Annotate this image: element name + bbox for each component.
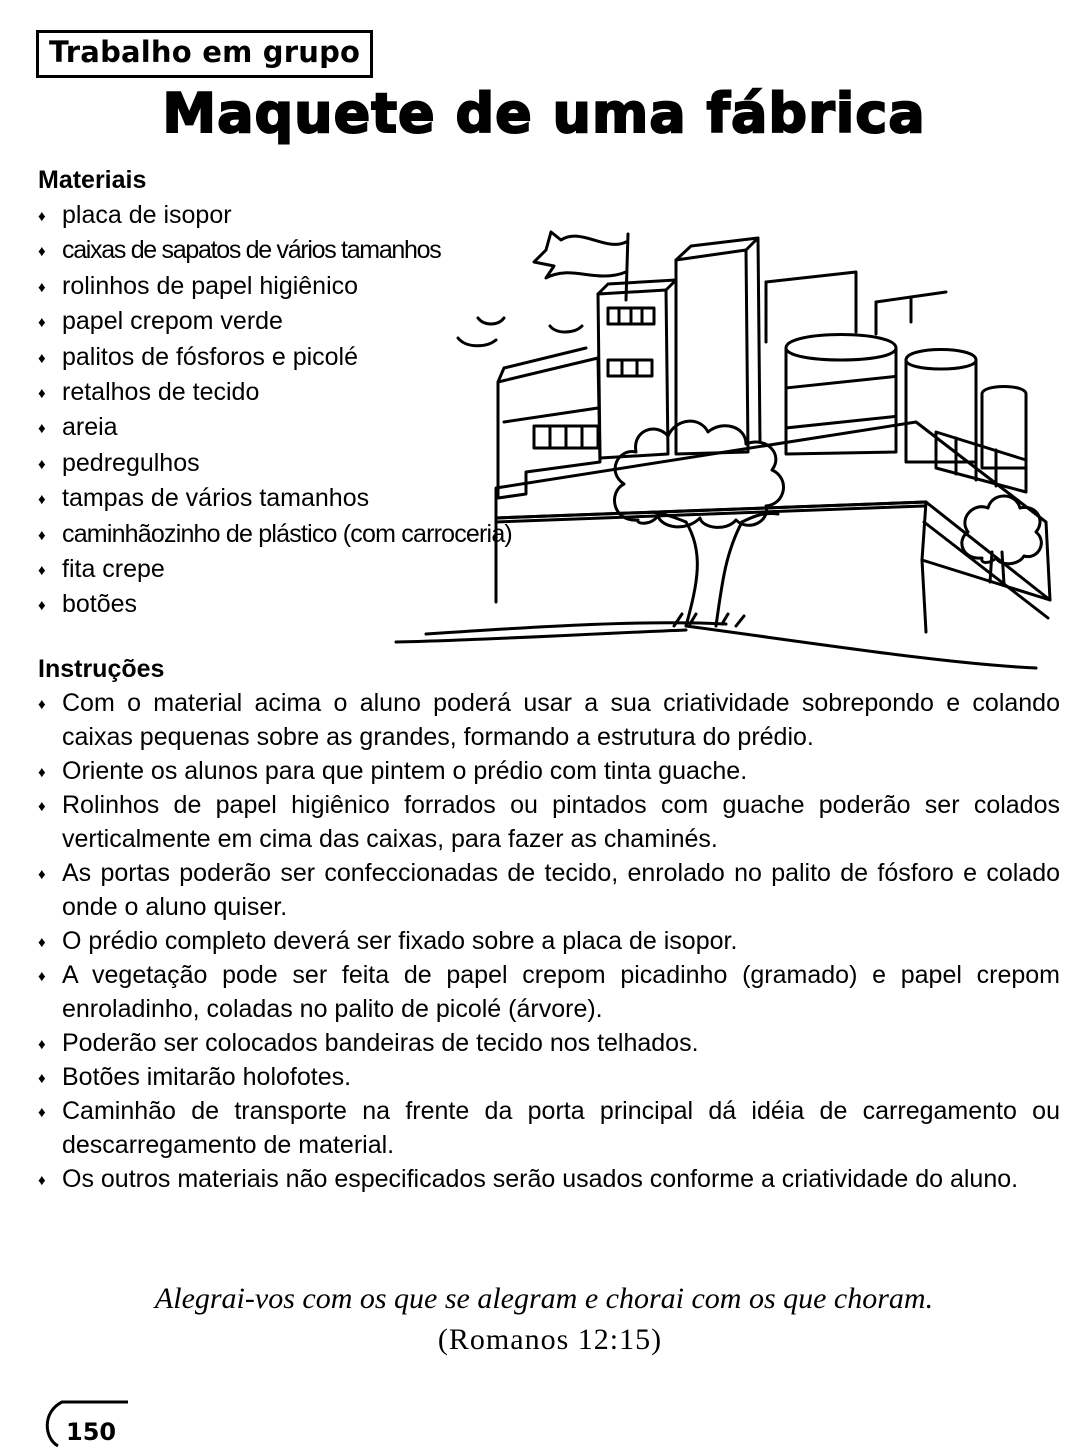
diamond-bullet-icon: ♦ (38, 696, 46, 713)
list-item: ♦ retalhos de tecido (38, 375, 512, 410)
diamond-bullet-icon: ♦ (38, 798, 46, 815)
diamond-bullet-icon: ♦ (38, 934, 46, 951)
diamond-bullet-icon: ♦ (38, 243, 46, 261)
list-item: ♦ A vegetação pode ser feita de papel crepom picadinho (gramado) e papel crepom enroladinho, coladas no palito de picolé (árvore). (38, 958, 1060, 1026)
list-item: ♦ Com o material acima o aluno poderá usar a sua criatividade sobrepondo e colando caixas pequenas sobre as grandes, formando a estrutura do prédio. (38, 686, 1060, 754)
page-title: Maquete de uma fábrica (162, 82, 926, 145)
diamond-bullet-icon: ♦ (38, 968, 46, 985)
list-item: ♦ placa de isopor (38, 198, 512, 233)
list-item: ♦ Caminhão de transporte na frente da porta principal dá idéia de carregamento ou descarregamento de material. (38, 1094, 1060, 1162)
diamond-bullet-icon: ♦ (38, 1070, 46, 1087)
diamond-bullet-icon: ♦ (38, 1036, 46, 1053)
diamond-bullet-icon: ♦ (38, 526, 46, 544)
diamond-bullet-icon: ♦ (38, 597, 46, 615)
list-item: ♦ palitos de fósforos e picolé (38, 340, 512, 375)
diamond-bullet-icon: ♦ (38, 1104, 46, 1121)
page-number-badge (38, 1398, 128, 1448)
diamond-bullet-icon: ♦ (38, 1172, 46, 1189)
instructions-list (38, 686, 1060, 1196)
list-item: ♦ Botões imitarão holofotes. (38, 1060, 1060, 1094)
diamond-bullet-icon: ♦ (38, 314, 46, 332)
bible-verse: Alegrai-vos com os que se alegram e chorai com os que choram. (154, 1282, 934, 1315)
diamond-bullet-icon: ♦ (38, 491, 46, 509)
list-item: ♦ O prédio completo deverá ser fixado sobre a placa de isopor. (38, 924, 1060, 958)
instructions-heading: Instruções (38, 655, 165, 683)
list-item: ♦ Oriente os alunos para que pintem o prédio com tinta guache. (38, 754, 1060, 788)
list-item: ♦ tampas de vários tamanhos (38, 481, 512, 516)
list-item: ♦ rolinhos de papel higiênico (38, 269, 512, 304)
list-item: ♦ Os outros materiais não especificados serão usados conforme a criatividade do aluno. (38, 1162, 1060, 1196)
list-item: ♦ As portas poderão ser confeccionadas de tecido, enrolado no palito de fósforo e colado onde o aluno quiser. (38, 856, 1060, 924)
diamond-bullet-icon: ♦ (38, 278, 46, 296)
list-item: ♦ pedregulhos (38, 446, 512, 481)
list-item: ♦ caixas de sapatos de vários tamanhos (38, 233, 512, 268)
diamond-bullet-icon: ♦ (38, 384, 46, 402)
list-item: ♦ fita crepe (38, 552, 512, 587)
diamond-bullet-icon: ♦ (38, 208, 46, 225)
diamond-bullet-icon: ♦ (38, 764, 46, 781)
materials-heading: Materiais (38, 166, 147, 194)
verse-reference: (Romanos 12:15) (437, 1323, 663, 1356)
diamond-bullet-icon: ♦ (38, 349, 46, 367)
list-item: ♦ papel crepom verde (38, 304, 512, 339)
list-item: ♦ Poderão ser colocados bandeiras de tecido nos telhados. (38, 1026, 1060, 1060)
diamond-bullet-icon: ♦ (38, 866, 46, 883)
list-item: ♦ areia (38, 410, 512, 445)
group-work-tag: Trabalho em grupo (36, 30, 373, 78)
list-item: ♦ botões (38, 587, 512, 622)
diamond-bullet-icon: ♦ (38, 561, 46, 579)
flag-icon (534, 232, 628, 300)
list-item: ♦ caminhãozinho de plástico (com carroceria) (38, 517, 512, 552)
list-item: ♦ Rolinhos de papel higiênico forrados ou pintados com guache poderão ser colados verticalmente em cima das caixas, para fazer as chaminés. (38, 788, 1060, 856)
page-number: 150 (66, 1418, 117, 1446)
diamond-bullet-icon: ♦ (38, 420, 46, 438)
diamond-bullet-icon: ♦ (38, 455, 46, 473)
factory-building-illustration (386, 222, 1066, 677)
